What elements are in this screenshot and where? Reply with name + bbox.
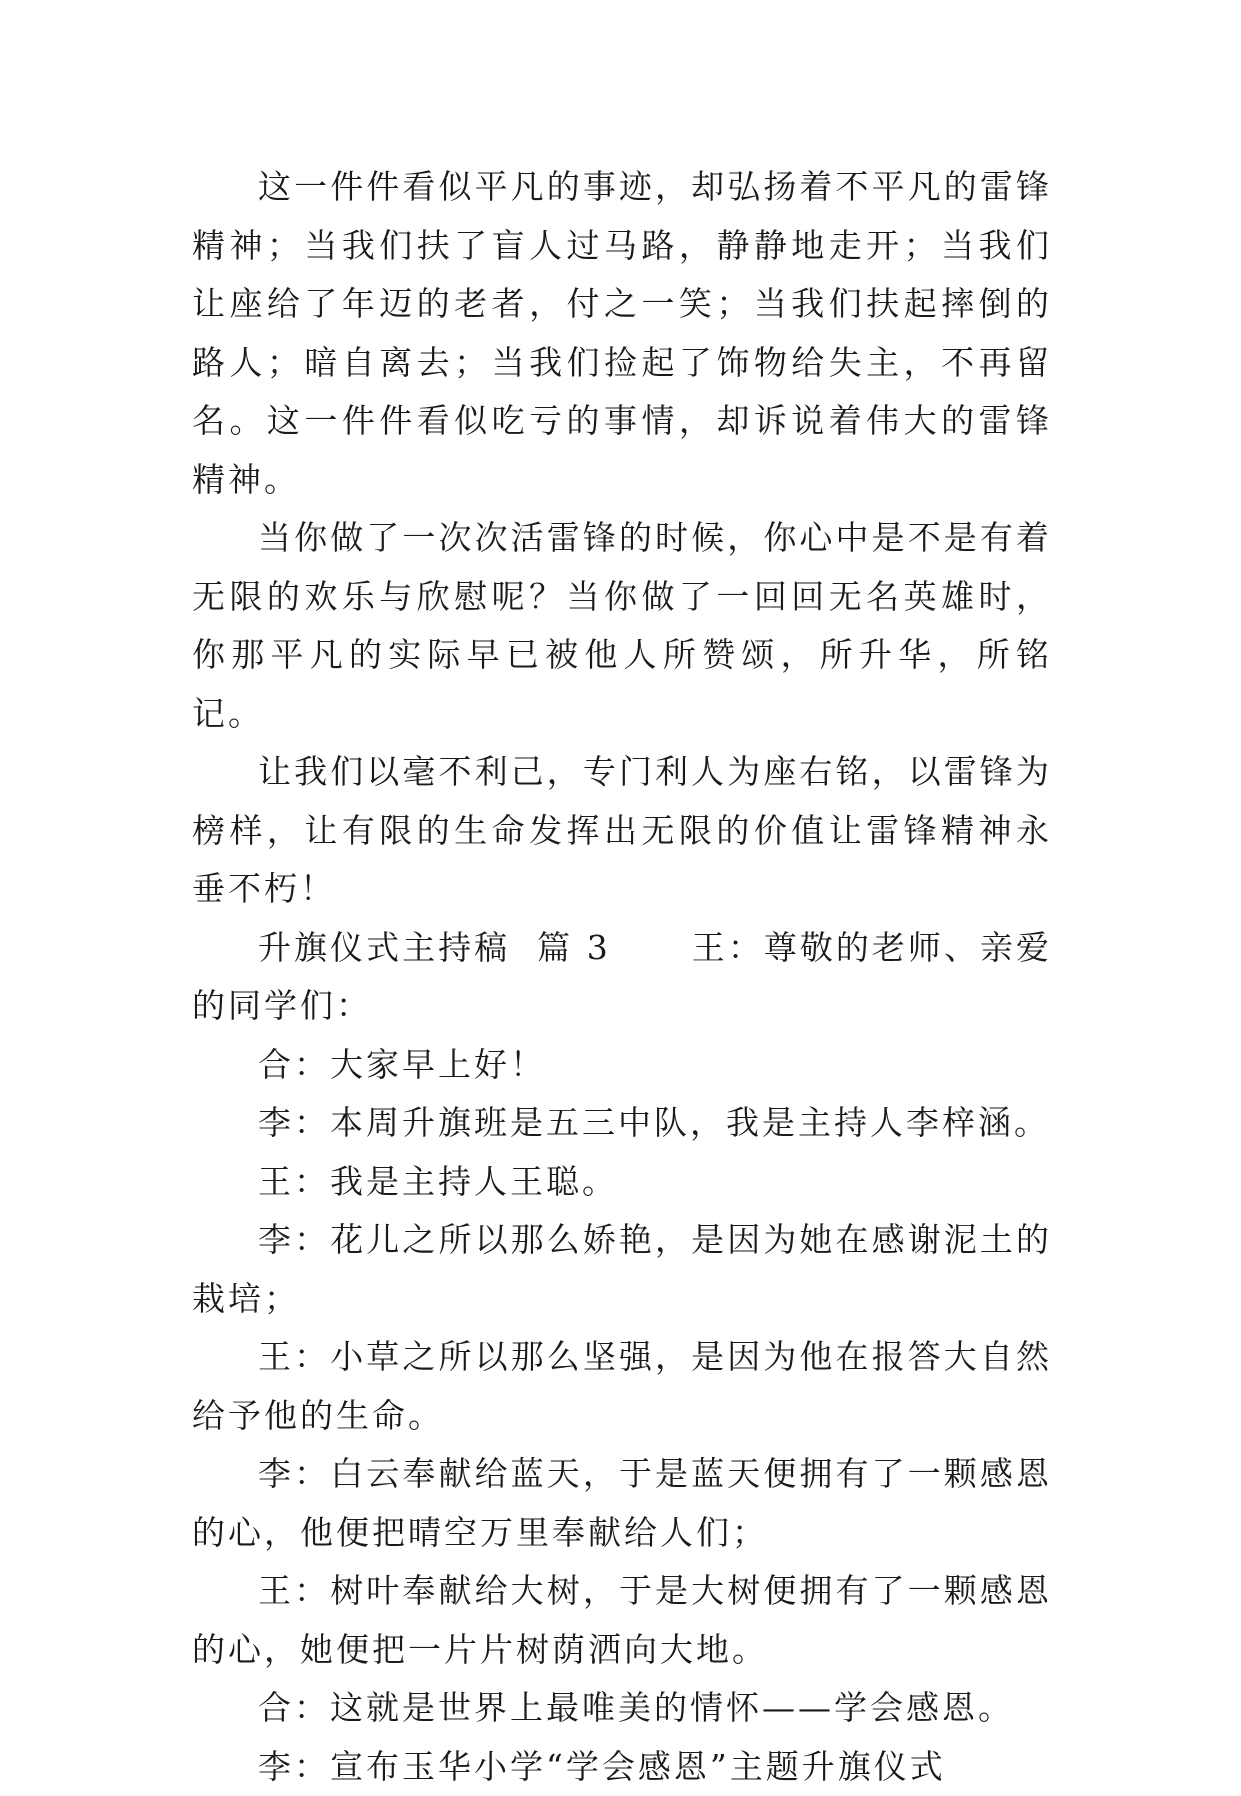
dialogue-line: 合：大家早上好！ xyxy=(192,1036,1052,1095)
dialogue-line: 王：树叶奉献给大树，于是大树便拥有了一颗感恩的心，她便把一片片树荫洒向大地。 xyxy=(192,1562,1052,1679)
section-heading-paragraph: 升旗仪式主持稿 篇 3 王：尊敬的老师、亲爱的同学们： xyxy=(192,919,1052,1036)
dialogue-line: 李：花儿之所以那么娇艳，是因为她在感谢泥土的栽培； xyxy=(192,1211,1052,1328)
dialogue-line: 王：小草之所以那么坚强，是因为他在报答大自然给予他的生命。 xyxy=(192,1328,1052,1445)
document-body xyxy=(192,158,1052,1796)
paragraph: 这一件件看似平凡的事迹，却弘扬着不平凡的雷锋精神；当我们扶了盲人过马路，静静地走开；当我们让座给了年迈的老者，付之一笑；当我们扶起摔倒的路人；暗自离去；当我们捡起了饰物给失主，不再留名。这一件件看似吃亏的事情，却诉说着伟大的雷锋精神。 xyxy=(192,158,1052,509)
dialogue-line: 李：白云奉献给蓝天，于是蓝天便拥有了一颗感恩的心，他便把晴空万里奉献给人们； xyxy=(192,1445,1052,1562)
dialogue-line: 李：本周升旗班是五三中队，我是主持人李梓涵。 xyxy=(192,1094,1052,1153)
dialogue-line: 合：这就是世界上最唯美的情怀——学会感恩。 xyxy=(192,1679,1052,1738)
paragraph: 当你做了一次次活雷锋的时候，你心中是不是有着无限的欢乐与欣慰呢？当你做了一回回无名英雄时，你那平凡的实际早已被他人所赞颂，所升华，所铭记。 xyxy=(192,509,1052,743)
dialogue-line: 王：我是主持人王聪。 xyxy=(192,1153,1052,1212)
dialogue-line: 李：宣布玉华小学“学会感恩”主题升旗仪式 xyxy=(192,1738,1052,1796)
paragraph: 让我们以毫不利己，专门利人为座右铭，以雷锋为榜样，让有限的生命发挥出无限的价值让雷锋精神永垂不朽！ xyxy=(192,743,1052,919)
